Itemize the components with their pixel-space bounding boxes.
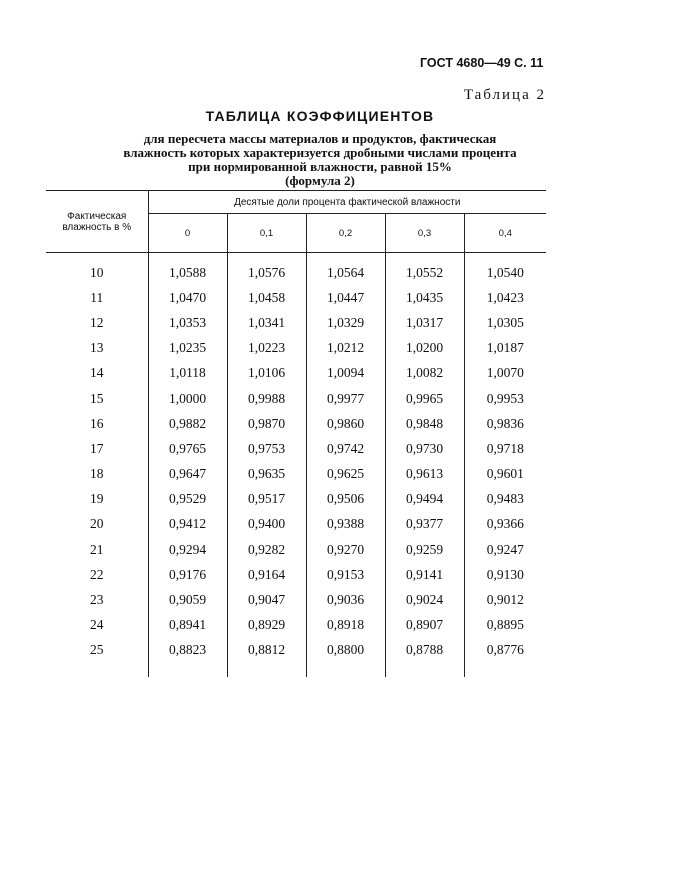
coefficient-cell: 0,9965 bbox=[385, 386, 464, 411]
coefficient-cell: 0,9388 bbox=[306, 512, 385, 537]
coefficient-cell: 0,9047 bbox=[227, 587, 306, 612]
coefficient-cell: 0,8823 bbox=[148, 638, 227, 663]
coefficient-cell: 0,9730 bbox=[385, 436, 464, 461]
column-header: 0,4 bbox=[498, 227, 512, 239]
coefficient-cell: 1,0552 bbox=[385, 260, 464, 285]
table-row bbox=[46, 487, 546, 512]
coefficient-cell: 0,9836 bbox=[486, 415, 524, 431]
coefficient-cell: 0,9366 bbox=[486, 516, 524, 532]
coefficient-cell: 1,0070 bbox=[486, 365, 524, 381]
coefficient-cell: 0,8812 bbox=[227, 638, 306, 663]
coefficient-cell: 1,0317 bbox=[385, 310, 464, 335]
coefficient-cell: 0,9529 bbox=[148, 487, 227, 512]
coefficient-cell: 0,9412 bbox=[148, 512, 227, 537]
coefficient-cell: 0,9613 bbox=[385, 462, 464, 487]
humidity-cell: 10 bbox=[46, 260, 148, 285]
humidity-cell: 15 bbox=[46, 386, 148, 411]
humidity-cell: 13 bbox=[46, 336, 148, 361]
table-number-label: Таблица 2 bbox=[463, 87, 546, 103]
table-row bbox=[46, 638, 546, 663]
table-row bbox=[46, 310, 546, 335]
stub-header bbox=[46, 191, 148, 253]
coefficient-cell: 1,0540 bbox=[486, 264, 524, 280]
coefficient-cell: 1,0000 bbox=[148, 386, 227, 411]
coefficient-cell: 0,9647 bbox=[148, 462, 227, 487]
coefficient-cell: 1,0235 bbox=[148, 336, 227, 361]
coefficient-cell: 1,0212 bbox=[306, 336, 385, 361]
coefficient-cell: 0,9036 bbox=[306, 587, 385, 612]
coefficient-cell: 0,9765 bbox=[148, 436, 227, 461]
coefficient-cell: 0,9483 bbox=[486, 491, 524, 507]
coefficient-cell: 1,0329 bbox=[306, 310, 385, 335]
coefficient-cell: 0,9625 bbox=[306, 462, 385, 487]
coefficient-cell: 1,0458 bbox=[227, 285, 306, 310]
coefficient-cell: 0,8941 bbox=[148, 613, 227, 638]
coefficient-cell: 0,9270 bbox=[306, 537, 385, 562]
coefficient-cell: 0,8895 bbox=[486, 617, 524, 633]
humidity-cell: 18 bbox=[46, 462, 148, 487]
humidity-cell: 24 bbox=[46, 613, 148, 638]
coefficient-cell: 1,0118 bbox=[148, 361, 227, 386]
column-header: 0 bbox=[148, 214, 227, 253]
table-row bbox=[46, 462, 546, 487]
coefficient-cell: 1,0187 bbox=[486, 340, 524, 356]
humidity-cell: 17 bbox=[46, 436, 148, 461]
coefficient-cell: 1,0200 bbox=[385, 336, 464, 361]
coefficient-cell: 1,0305 bbox=[486, 314, 524, 330]
coefficient-cell: 1,0106 bbox=[227, 361, 306, 386]
coefficient-cell: 0,9494 bbox=[385, 487, 464, 512]
coefficient-cell: 0,9860 bbox=[306, 411, 385, 436]
coefficient-cell: 1,0341 bbox=[227, 310, 306, 335]
subtitle-line: для пересчета массы материалов и продуктов, фактическая bbox=[143, 131, 497, 146]
coefficient-cell: 0,9517 bbox=[227, 487, 306, 512]
coefficient-cell: 0,9294 bbox=[148, 537, 227, 562]
table-tail bbox=[46, 663, 546, 677]
humidity-cell: 21 bbox=[46, 537, 148, 562]
table-row bbox=[46, 613, 546, 638]
coefficient-cell: 0,9247 bbox=[486, 541, 524, 557]
table-row bbox=[46, 436, 546, 461]
coefficient-cell: 1,0470 bbox=[148, 285, 227, 310]
coefficient-cell: 0,8907 bbox=[385, 613, 464, 638]
table-title: ТАБЛИЦА КОЭФФИЦИЕНТОВ bbox=[205, 108, 435, 124]
humidity-cell: 12 bbox=[46, 310, 148, 335]
coefficient-cell: 0,9988 bbox=[227, 386, 306, 411]
coefficient-cell: 0,9718 bbox=[486, 440, 524, 456]
coefficient-cell: 0,9024 bbox=[385, 587, 464, 612]
coefficient-cell: 0,9870 bbox=[227, 411, 306, 436]
stub-header-line: влажность в % bbox=[62, 221, 132, 233]
coefficient-cell: 1,0094 bbox=[306, 361, 385, 386]
coefficient-cell: 0,8929 bbox=[227, 613, 306, 638]
column-header: 0,1 bbox=[227, 214, 306, 253]
table-row bbox=[46, 562, 546, 587]
table-row bbox=[46, 386, 546, 411]
coefficient-cell: 0,9153 bbox=[306, 562, 385, 587]
coefficient-cell: 1,0223 bbox=[227, 336, 306, 361]
stub-header-line: Фактическая bbox=[67, 210, 127, 222]
table-row bbox=[46, 285, 546, 310]
coefficient-cell: 0,9506 bbox=[306, 487, 385, 512]
coefficient-cell: 1,0588 bbox=[148, 260, 227, 285]
coefficient-cell: 0,9753 bbox=[227, 436, 306, 461]
humidity-cell: 22 bbox=[46, 562, 148, 587]
coefficient-cell: 0,9012 bbox=[486, 592, 524, 608]
coefficient-cell: 1,0564 bbox=[306, 260, 385, 285]
column-header: 0,3 bbox=[385, 214, 464, 253]
coefficient-cell: 0,9635 bbox=[227, 462, 306, 487]
humidity-cell: 16 bbox=[46, 411, 148, 436]
coefficient-cell: 1,0423 bbox=[486, 289, 524, 305]
humidity-cell: 23 bbox=[46, 587, 148, 612]
coefficient-cell: 0,9601 bbox=[486, 466, 524, 482]
coefficient-cell: 0,9176 bbox=[148, 562, 227, 587]
coefficient-cell: 1,0447 bbox=[306, 285, 385, 310]
coefficient-cell: 1,0353 bbox=[148, 310, 227, 335]
page-header-gost: ГОСТ 4680—49 С. 11 bbox=[420, 56, 544, 70]
coefficient-cell: 0,9742 bbox=[306, 436, 385, 461]
coefficient-cell: 0,9259 bbox=[385, 537, 464, 562]
coefficient-cell: 0,9059 bbox=[148, 587, 227, 612]
coefficient-table bbox=[46, 190, 546, 677]
coefficient-cell: 0,9400 bbox=[227, 512, 306, 537]
table-row bbox=[46, 587, 546, 612]
coefficient-cell: 1,0576 bbox=[227, 260, 306, 285]
humidity-cell: 11 bbox=[46, 285, 148, 310]
coefficient-cell: 1,0435 bbox=[385, 285, 464, 310]
coefficient-cell: 0,9164 bbox=[227, 562, 306, 587]
subtitle-line: при нормированной влажности, равной 15% bbox=[188, 159, 452, 174]
coefficient-cell: 0,9953 bbox=[486, 390, 524, 406]
coefficient-cell: 0,9977 bbox=[306, 386, 385, 411]
coefficient-cell: 0,9282 bbox=[227, 537, 306, 562]
coefficient-cell: 1,0082 bbox=[385, 361, 464, 386]
table-body bbox=[46, 253, 546, 678]
table-row bbox=[46, 512, 546, 537]
humidity-cell: 20 bbox=[46, 512, 148, 537]
table-row bbox=[46, 411, 546, 436]
table-row bbox=[46, 361, 546, 386]
humidity-cell: 14 bbox=[46, 361, 148, 386]
coefficient-cell: 0,9848 bbox=[385, 411, 464, 436]
humidity-cell: 19 bbox=[46, 487, 148, 512]
coefficient-cell: 0,9882 bbox=[148, 411, 227, 436]
column-header: 0,2 bbox=[306, 214, 385, 253]
coefficient-cell: 0,9141 bbox=[385, 562, 464, 587]
table-subtitle bbox=[60, 132, 580, 188]
coefficient-cell: 0,9377 bbox=[385, 512, 464, 537]
span-header: Десятые доли процента фактической влажности bbox=[148, 191, 546, 214]
coefficient-cell: 0,8788 bbox=[385, 638, 464, 663]
table-row bbox=[46, 336, 546, 361]
coefficient-cell: 0,8800 bbox=[306, 638, 385, 663]
coefficient-cell: 0,8776 bbox=[486, 642, 524, 658]
coefficient-cell: 0,8918 bbox=[306, 613, 385, 638]
subtitle-line: влажность которых характеризуется дробными числами процента bbox=[123, 145, 517, 160]
subtitle-line: (формула 2) bbox=[285, 173, 355, 188]
header-separator bbox=[46, 253, 546, 261]
coefficient-cell: 0,9130 bbox=[486, 566, 524, 582]
table-row bbox=[46, 260, 546, 285]
humidity-cell: 25 bbox=[46, 638, 148, 663]
table-row bbox=[46, 537, 546, 562]
